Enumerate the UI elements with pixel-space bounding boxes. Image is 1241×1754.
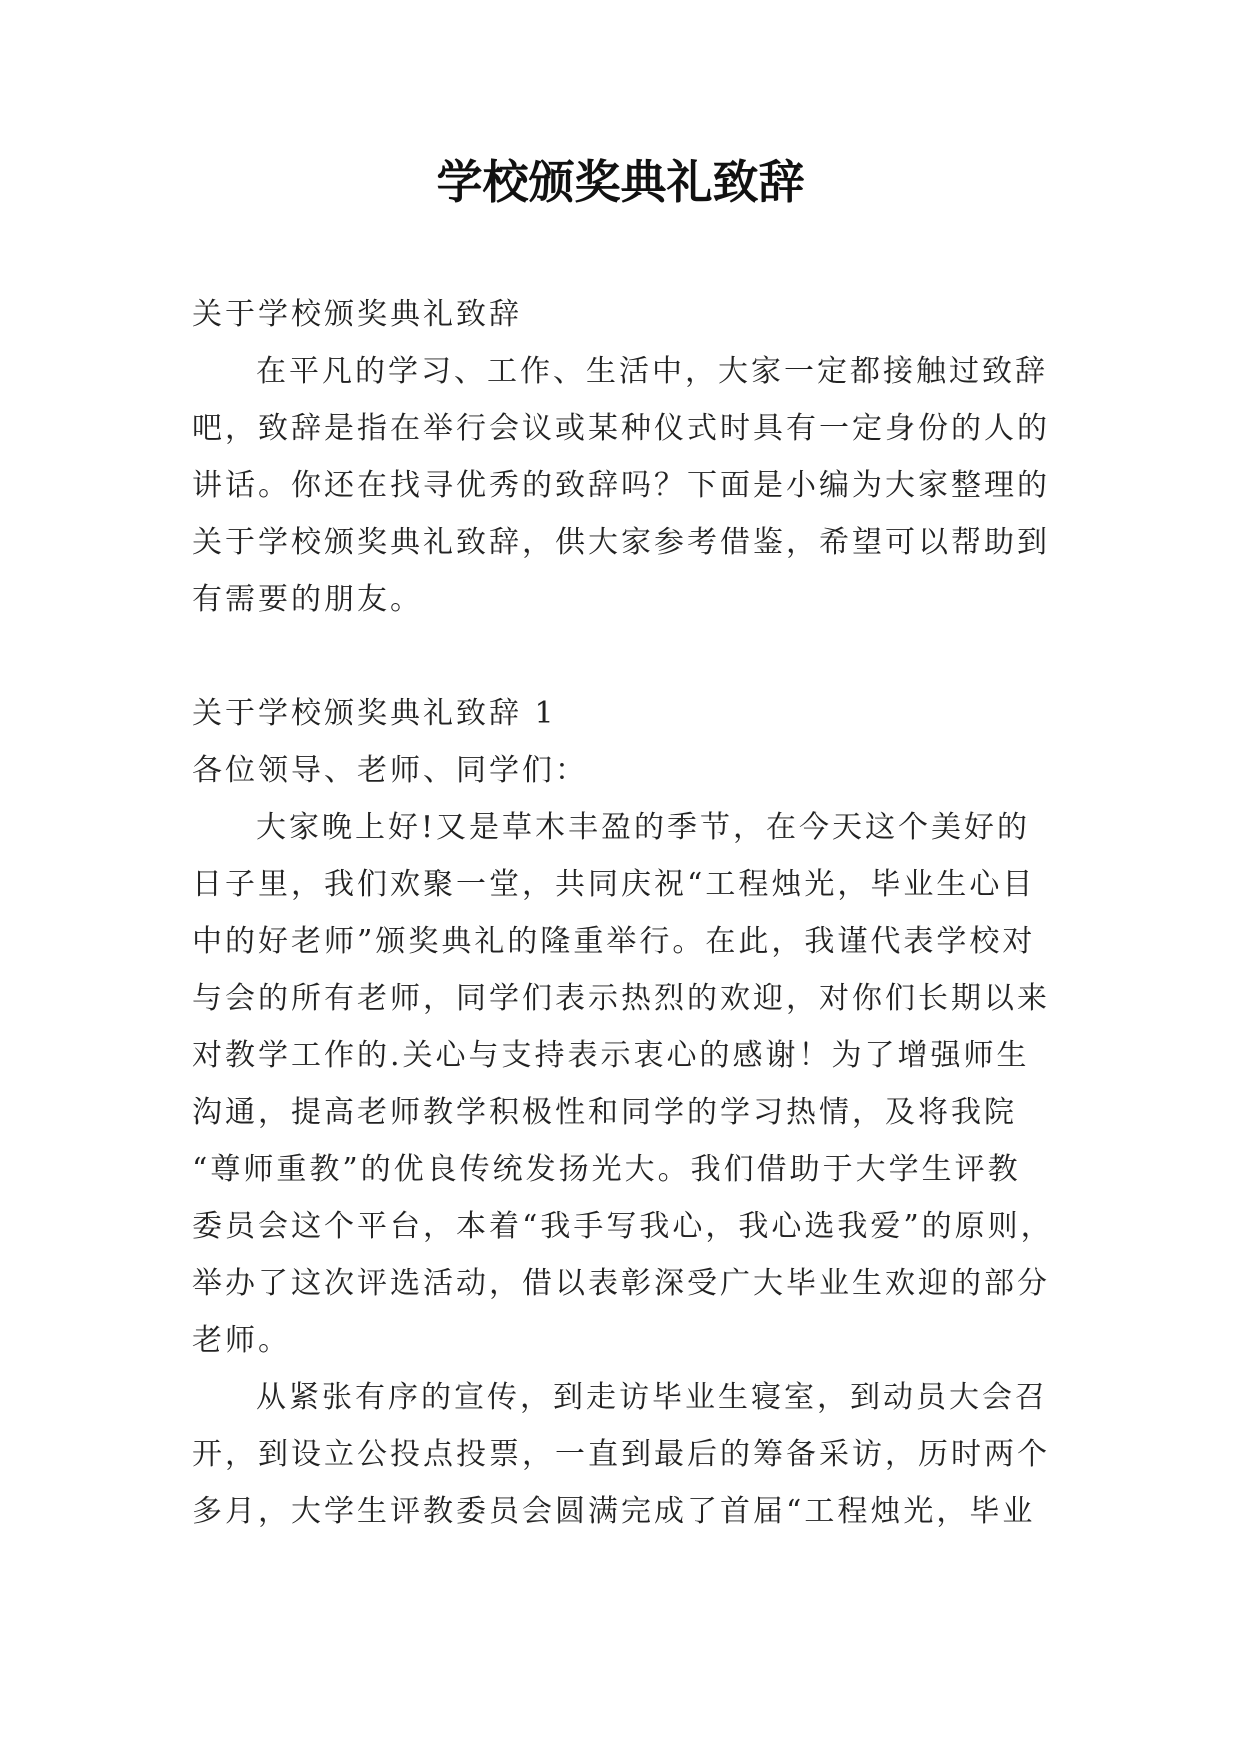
paragraph-line: 老师。	[192, 1323, 291, 1358]
paragraph-line: 大家晚上好!又是草木丰盈的季节，在今天这个美好的	[256, 810, 1031, 845]
paragraph-line: 多月，大学生评教委员会圆满完成了首届“工程烛光，毕业	[192, 1494, 1036, 1529]
paragraph-line: 对教学工作的.关心与支持表示衷心的感谢！为了增强师生	[192, 1038, 1030, 1073]
salutation-line: 各位领导、老师、同学们：	[192, 753, 588, 788]
paragraph-line: 从紧张有序的宣传，到走访毕业生寝室，到动员大会召	[256, 1380, 1048, 1415]
paragraph-line: 委员会这个平台，本着“我手写我心，我心选我爱”的原则，	[192, 1209, 1054, 1244]
paragraph-line: 吧，致辞是指在举行会议或某种仪式时具有一定身份的人的	[192, 411, 1050, 446]
paragraph-line: 沟通，提高老师教学积极性和同学的学习热情，及将我院	[192, 1095, 1017, 1130]
paragraph-line: 讲话。你还在找寻优秀的致辞吗？下面是小编为大家整理的	[192, 468, 1050, 503]
paragraph-line: 中的好老师”颁奖典礼的隆重举行。在此，我谨代表学校对	[192, 924, 1036, 959]
paragraph-line: 有需要的朋友。	[192, 582, 423, 617]
section-heading: 关于学校颁奖典礼致辞 1	[192, 696, 557, 731]
intro-heading: 关于学校颁奖典礼致辞	[192, 297, 522, 332]
document-body	[192, 286, 1052, 1540]
paragraph-line: 与会的所有老师，同学们表示热烈的欢迎，对你们长期以来	[192, 981, 1050, 1016]
paragraph-line: “尊师重教”的优良传统发扬光大。我们借助于大学生评教	[192, 1152, 1021, 1187]
document-title: 学校颁奖典礼致辞	[436, 155, 805, 209]
paragraph-line: 开，到设立公投点投票，一直到最后的筹备采访，历时两个	[192, 1437, 1050, 1472]
paragraph-line: 关于学校颁奖典礼致辞，供大家参考借鉴，希望可以帮助到	[192, 525, 1050, 560]
paragraph-line: 日子里，我们欢聚一堂，共同庆祝“工程烛光，毕业生心目	[192, 867, 1036, 902]
paragraph-line: 举办了这次评选活动，借以表彰深受广大毕业生欢迎的部分	[192, 1266, 1050, 1301]
paragraph-line: 在平凡的学习、工作、生活中，大家一定都接触过致辞	[256, 354, 1048, 389]
